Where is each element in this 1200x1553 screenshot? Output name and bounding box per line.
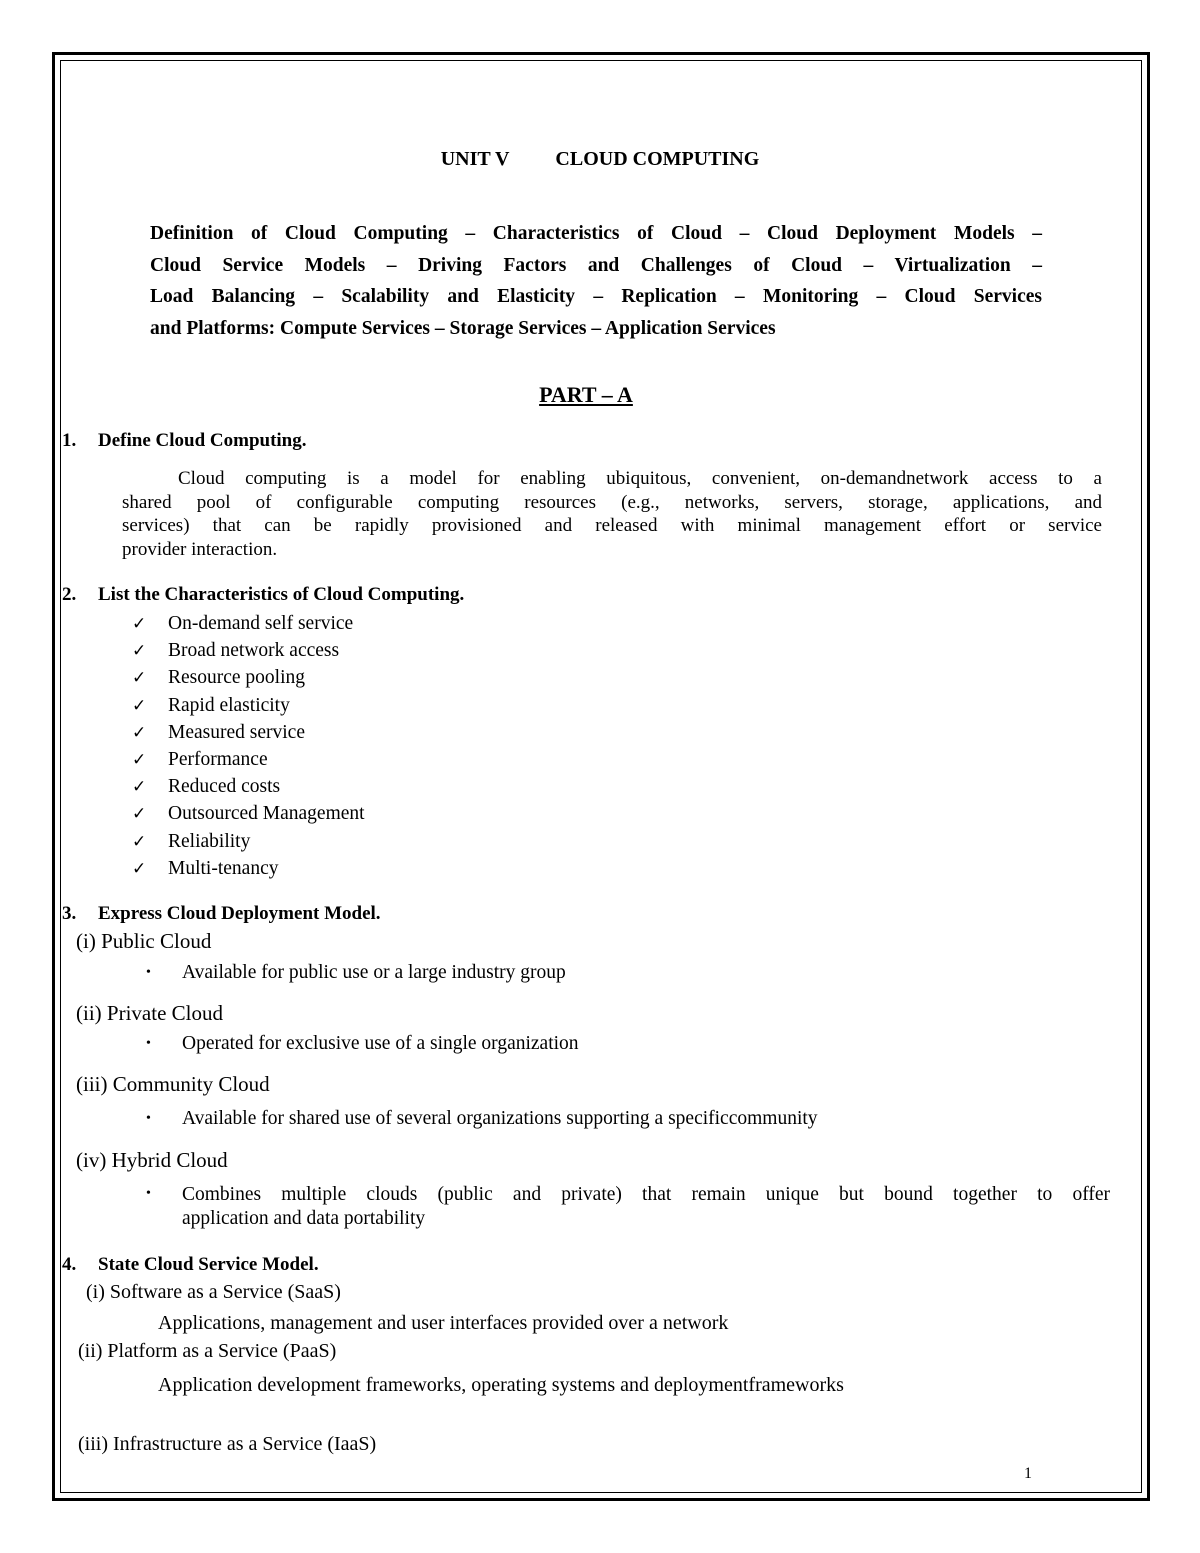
question-text: Define Cloud Computing. xyxy=(98,430,307,451)
deployment-desc: • Operated for exclusive use of a single organization xyxy=(146,1033,579,1054)
check-icon: ✓ xyxy=(132,695,147,716)
service-model-label: (ii) Platform as a Service (PaaS) xyxy=(78,1340,337,1362)
question-4 xyxy=(0,1254,1100,1280)
list-item: ✓ Rapid elasticity xyxy=(132,692,365,719)
list-item: ✓ Resource pooling xyxy=(132,664,365,691)
check-icon: ✓ xyxy=(132,858,147,879)
unit-title xyxy=(0,148,1200,171)
service-model-desc: Application development frameworks, operating systems and deploymentframeworks xyxy=(158,1374,844,1396)
answer-1 xyxy=(122,467,1102,561)
question-number: 4. xyxy=(62,1254,77,1275)
list-item: ✓ Broad network access xyxy=(132,637,365,664)
part-title: PART – A xyxy=(539,382,633,407)
bullet-icon: • xyxy=(146,965,151,980)
question-text: List the Characteristics of Cloud Computing. xyxy=(98,584,465,605)
list-item: ✓ Outsourced Management xyxy=(132,800,365,827)
answer-line: services) that can be rapidly provisioned and released with minimal management effort or service xyxy=(122,515,1102,536)
service-model-label: (i) Software as a Service (SaaS) xyxy=(86,1281,341,1303)
deployment-desc: • Available for shared use of several organizations supporting a specificcommunity xyxy=(146,1108,818,1129)
check-icon: ✓ xyxy=(132,804,147,825)
check-icon: ✓ xyxy=(132,641,147,662)
page-number: 1 xyxy=(1024,1465,1032,1482)
check-icon: ✓ xyxy=(132,831,147,852)
answer-line: shared pool of configurable computing resources (e.g., networks, servers, storage, applications, and xyxy=(122,491,1102,513)
check-icon: ✓ xyxy=(132,668,147,689)
question-number: 2. xyxy=(62,584,77,605)
answer-line: provider interaction. xyxy=(122,538,278,560)
check-icon: ✓ xyxy=(132,614,147,634)
unit-label: UNIT V xyxy=(440,148,510,170)
question-3 xyxy=(0,903,1100,929)
characteristics-list xyxy=(132,610,365,882)
service-model-label: (iii) Infrastructure as a Service (IaaS) xyxy=(78,1433,377,1455)
deployment-model-label: (ii) Private Cloud xyxy=(76,1001,223,1025)
subject-label: CLOUD COMPUTING xyxy=(555,148,760,170)
question-number: 1. xyxy=(62,430,77,451)
bullet-icon: • xyxy=(146,1036,151,1051)
check-icon: ✓ xyxy=(132,777,147,798)
syllabus-line: Load Balancing – Scalability and Elasticity – Replication – Monitoring – Cloud Services xyxy=(150,286,1042,307)
list-item: ✓ Performance xyxy=(132,746,365,773)
list-item: ✓ Reduced costs xyxy=(132,773,365,800)
question-text: State Cloud Service Model. xyxy=(98,1254,319,1275)
question-number: 3. xyxy=(62,903,77,924)
syllabus-line: Definition of Cloud Computing – Characteristics of Cloud – Cloud Deployment Models – xyxy=(150,223,1042,244)
syllabus-line: Cloud Service Models – Driving Factors and Challenges of Cloud – Virtualization – xyxy=(150,254,1042,276)
check-icon: ✓ xyxy=(132,722,147,743)
question-2 xyxy=(0,584,1100,610)
answer-line: Cloud computing is a model for enabling ubiquitous, convenient, on-demandnetwork access to a xyxy=(178,468,1102,489)
service-model-desc: Applications, management and user interfaces provided over a network xyxy=(158,1312,729,1334)
question-text: Express Cloud Deployment Model. xyxy=(98,903,381,924)
deployment-model-label: (iv) Hybrid Cloud xyxy=(76,1148,228,1172)
list-item: ✓ Reliability xyxy=(132,828,365,855)
list-item: ✓ On-demand self service xyxy=(132,610,365,637)
bullet-icon: • xyxy=(146,1111,151,1126)
check-icon: ✓ xyxy=(132,749,147,770)
list-item: ✓ Measured service xyxy=(132,719,365,746)
syllabus-paragraph xyxy=(150,218,1042,344)
syllabus-line: and Platforms: Compute Services – Storage Services – Application Services xyxy=(150,317,776,339)
deployment-model-label: (i) Public Cloud xyxy=(76,929,212,953)
list-item: ✓ Multi-tenancy xyxy=(132,855,365,882)
deployment-desc: • Available for public use or a large industry group xyxy=(146,962,566,983)
deployment-model-label: (iii) Community Cloud xyxy=(76,1072,270,1096)
question-1 xyxy=(0,430,1100,456)
bullet-icon: • xyxy=(146,1186,151,1201)
deployment-desc: • Combines multiple clouds (public and private) that remain unique but bound together to offer application and data portability xyxy=(146,1184,1110,1229)
